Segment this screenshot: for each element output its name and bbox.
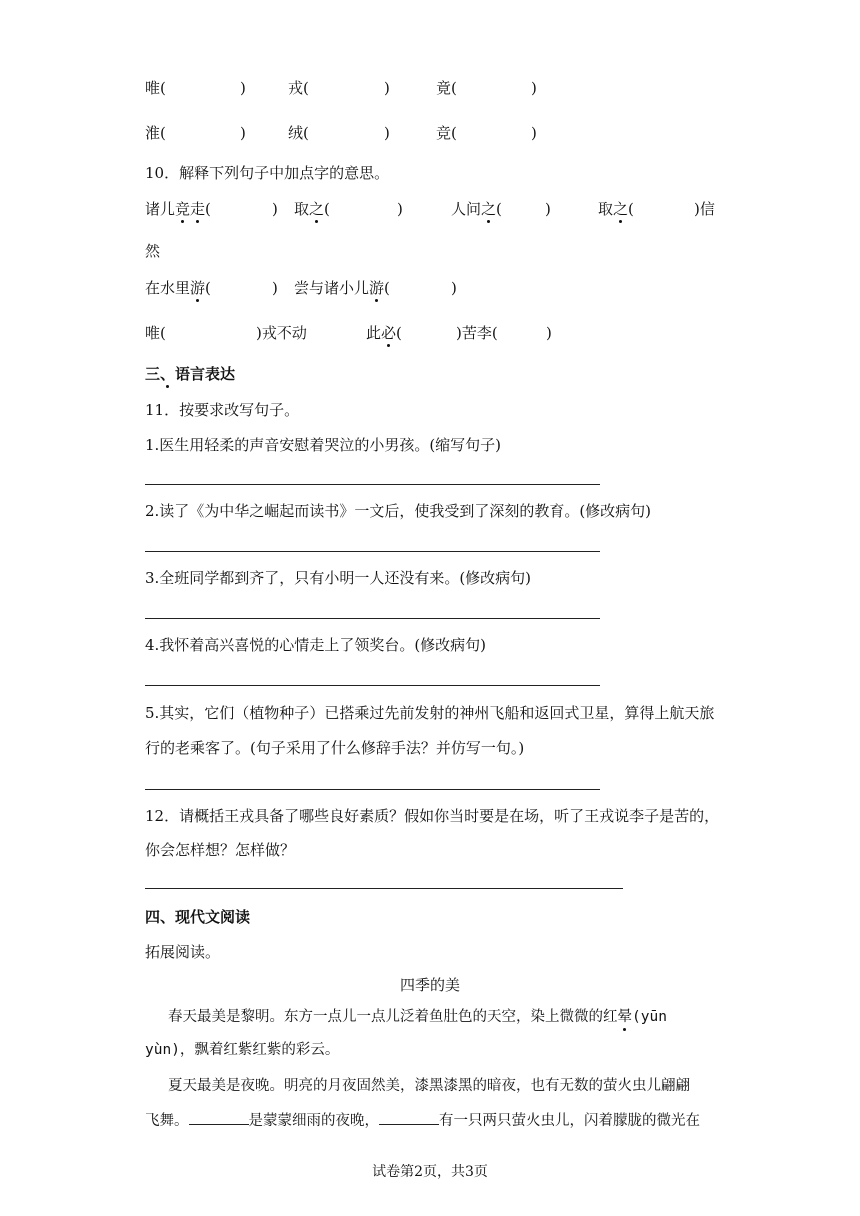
q10-blank-close: ) [272,200,278,218]
q11-item-3: 3.全班同学都到齐了，只有小明一人还没有来。(修改病句) [145,569,532,587]
q10-item-e: 在水里游( [145,279,211,297]
q10-item-b: 取之( [294,200,330,218]
q10-blank-close: ) [397,200,403,218]
answer-line-1[interactable] [145,484,600,485]
answer-line-2[interactable] [145,551,600,552]
q9-blank-close: ) [240,79,246,97]
reading-title: 四季的美 [399,976,460,994]
answer-line-5[interactable] [145,789,600,790]
q9-char-huai: 淮( [145,124,166,142]
q12-line-2: 你会怎样想？怎样做？ [145,841,296,859]
q10-blank-close: ) [272,279,278,297]
q10-item-g: 唯( [145,324,166,342]
reading-p1-line-1: 春天最美是黎明。东方一点儿一点儿泛着鱼肚色的天空，染上微微的红晕(yūn [168,1009,667,1025]
q11-item-5-cont: 行的老乘客了。(句子采用了什么修辞手法？并仿写一句。) [145,739,525,757]
fill-blank-2[interactable] [379,1110,439,1125]
answer-line-6[interactable] [145,888,623,889]
q9-char-rong2: 绒( [288,124,309,142]
q9-char-rong: 戎( [288,79,309,97]
q10-blank-close: )信 [694,200,715,218]
q9-char-wei: 唯( [145,79,166,97]
reading-p2-line-2: 飞舞。 是蒙蒙细雨的夜晚， 有一只两只萤火虫儿，闪着朦胧的微光在 [145,1110,700,1131]
q10-item-a: 诸儿竞走( [145,200,211,218]
q9-char-jing2: 竞( [436,124,457,142]
q11-item-1: 1.医生用轻柔的声音安慰着哭泣的小男孩。(缩写句子) [145,436,502,454]
section-4-heading: 四、现代文阅读 [145,908,251,926]
q10-row-1-wrap: 然 [145,242,161,260]
q9-blank-close: ) [384,124,390,142]
q10-item-d: 取之( [598,200,634,218]
q11-title: 11．按要求改写句子。 [145,401,300,419]
q10-blank-close: ) [546,324,552,342]
fill-blank-1[interactable] [189,1110,249,1125]
q9-blank-close: ) [531,79,537,97]
q9-blank-close: ) [240,124,246,142]
q10-title: 10．解释下列句子中加点字的意思。 [145,164,390,182]
q10-blank-close: ) [545,200,551,218]
q9-blank-close: ) [531,124,537,142]
q11-item-5: 5.其实，它们（植物种子）已搭乘过先前发射的神州飞船和返回式卫星，算得上航天旅 [145,704,715,722]
q11-item-4: 4.我怀着高兴喜悦的心情走上了领奖台。(修改病句) [145,636,487,654]
q9-char-jing: 竟( [436,79,457,97]
reading-intro: 拓展阅读。 [145,943,221,961]
answer-line-3[interactable] [145,618,600,619]
reading-p2-line-1: 夏天最美是夜晚。明亮的月夜固然美，漆黑漆黑的暗夜，也有无数的萤火虫儿翩翩 [168,1078,690,1094]
section-3-heading: 三、语言表达 [145,365,236,383]
answer-line-4[interactable] [145,685,600,686]
page-footer: 试卷第2页，共3页 [372,1164,488,1180]
q10-item-c: 人问之( [451,200,502,218]
q12-line-1: 12．请概括王戎具备了哪些良好素质？假如你当时要是在场，听了王戎说李子是苦的， [145,807,720,825]
q10-item-h-rest: )苦李( [456,324,498,342]
q10-item-g-rest: )戎不动 [256,324,307,342]
q9-blank-close: ) [384,79,390,97]
q11-item-2: 2.读了《为中华之崛起而读书》一文后，使我受到了深刻的教育。(修改病句) [145,502,652,520]
q10-item-h: 此必( [366,324,402,342]
q10-blank-close: ) [451,279,457,297]
q10-item-f: 尝与诸小儿游( [294,279,390,297]
reading-p1-line-2: yùn)，飘着红紫红紫的彩云。 [145,1042,340,1058]
